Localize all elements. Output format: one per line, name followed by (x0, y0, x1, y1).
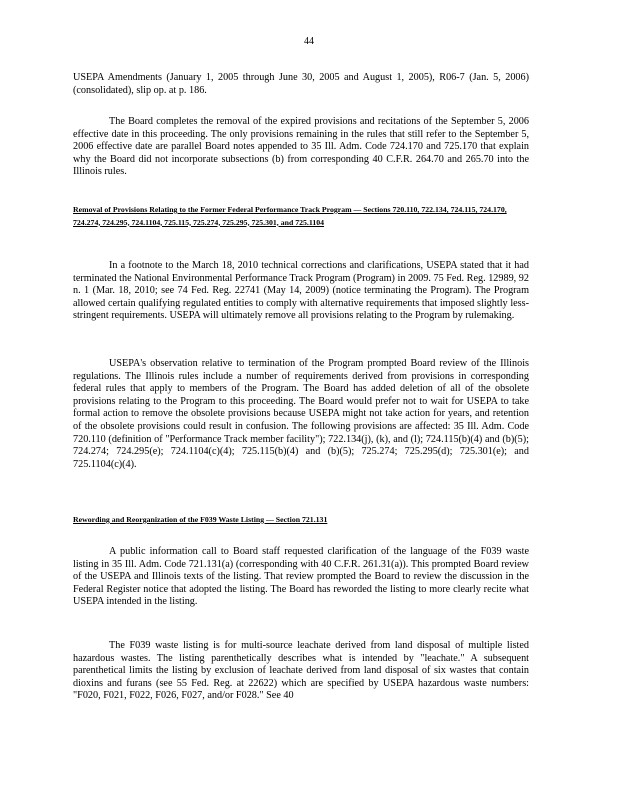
paragraph-citation: USEPA Amendments (January 1, 2005 through June 30, 2005 and August 1, 2005), R06-7 (Jan. 5, 2006) (consolidated), slip op. at p. 186. (73, 72, 529, 96)
section-heading-f039: Rewording and Reorganization of the F039 Waste Listing — Section 721.131 (73, 515, 328, 524)
page-number: 44 (304, 36, 314, 47)
paragraph-footnote: In a footnote to the March 18, 2010 technical corrections and clarifications, USEPA stated that it had terminated the National Environmental Performance Track Program (Program) in 2009. 75 Fed. Reg. 12989, 92 n. 1 (Mar. 18, 2010; see 74 Fed. Reg. 22741 (May 14, 2009) (notice terminating the Program). The Program allowed certain qualifying regulated entities to comply with alternative requirements that imposed slightly less-stringent requirements. USEPA will ultimately remove all provisions relating to the Program by rulemaking. (73, 260, 529, 322)
paragraph-effective-date: The Board completes the removal of the expired provisions and recitations of the September 5, 2006 effective date in this proceeding. The only provisions remaining in the rules that still refer to the September 5, 2006 effective date are parallel Board notes appended to 35 Ill. Adm. Code 724.170 and 725.170 that explain why the Board did not incorporate subsections (b) from corresponding 40 C.F.R. 264.70 and 265.70 into the Illinois rules. (73, 116, 529, 178)
paragraph-public-information: A public information call to Board staff requested clarification of the language of the F039 waste listing in 35 Ill. Adm. Code 721.131(a) (corresponding with 40 C.F.R. 261.31(a)). This prompted Board review of the USEPA and Illinois texts of the listing. That review prompted the Board to review the discussion in the Federal Register notice that adopted the listing. The Board has reworded the listing to more clearly recite what USEPA intended in the listing. (73, 546, 529, 608)
paragraph-f039-listing: The F039 waste listing is for multi-source leachate derived from land disposal of multiple listed hazardous wastes. The listing parenthetically describes what is intended by "leachate." A subsequent parenthetical limits the listing by exclusion of leachate derived from land disposal of six wastes that contain dioxins and furans (see 55 Fed. Reg. at 22622) which are specified by USEPA hazardous waste numbers: "F020, F021, F022, F026, F027, and/or F028." See 40 (73, 640, 529, 702)
paragraph-observation: USEPA's observation relative to termination of the Program prompted Board review of the Illinois regulations. The Illinois rules include a number of requirements derived from provisions in corresponding federal rules that apply to members of the Program. The Board has added deletion of all of the obsolete provisions relating to the Program to this proceeding. The Board would prefer not to wait for USEPA to take formal action to remove the obsolete provisions because USEPA might not take action for years, and retention of the obsolete provisions could result in confusion. The following provisions are affected: 35 Ill. Adm. Code 720.110 (definition of "Performance Track member facility"); 722.134(j), (k), and (l); 724.115(b)(4) and (b)(5); 724.274; 724.295(e); 724.1104(c)(4); 725.115(b)(4) and (b)(5); 725.274; 725.295(d); 725.301(e); and 725.1104(c)(4). (73, 358, 529, 470)
section-heading-performance-track: Removal of Provisions Relating to the Former Federal Performance Track Program — Sections 720.110, 722.134, 724.115, 724.170, 724.274, 724.295, 724.1104, 725.115, 725.274, 725.295, 725.301, and 725.1104 (73, 205, 507, 227)
